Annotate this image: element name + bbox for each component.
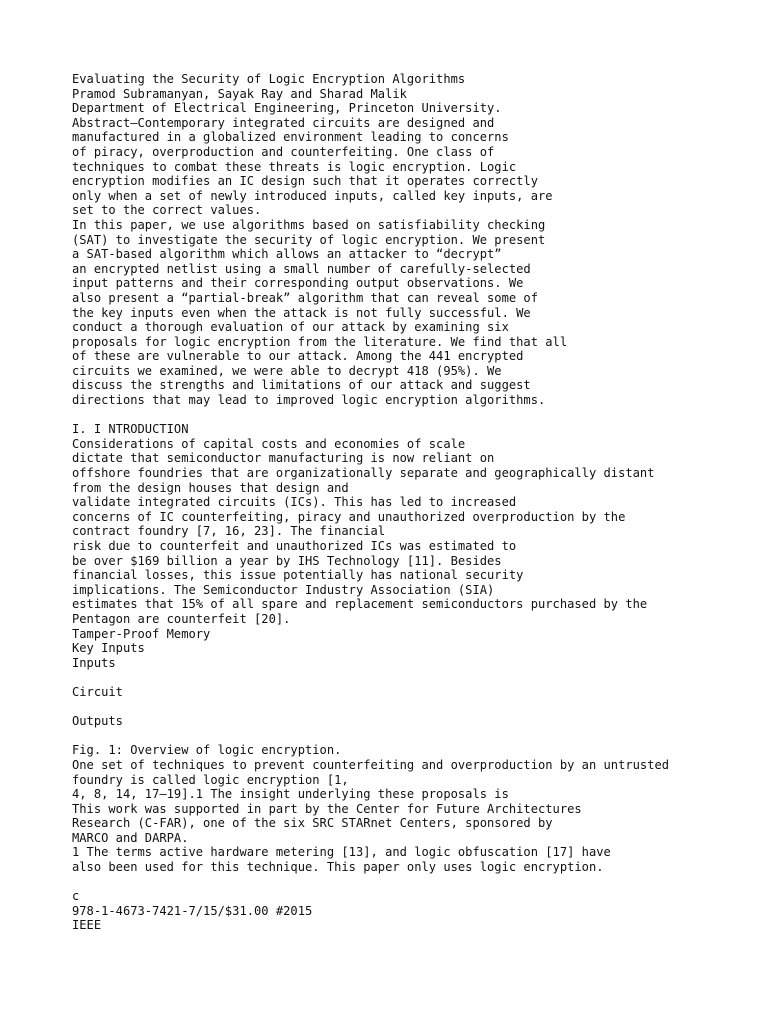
abstract-line: proposals for logic encryption from the literature. We find that all bbox=[72, 334, 568, 349]
abstract-line: discuss the strengths and limitations of our attack and suggest bbox=[72, 378, 531, 393]
body-line: risk due to counterfeit and unauthorized ICs was estimated to bbox=[72, 539, 517, 553]
body-line: foundry is called logic encryption [1, bbox=[72, 772, 349, 787]
abstract-line: the key inputs even when the attack is not fully successful. We bbox=[72, 305, 531, 320]
body-line: be over $169 billion a year by IHS Technology [11]. Besides bbox=[72, 553, 502, 568]
body-line: from the design houses that design and bbox=[72, 480, 349, 495]
abstract-line: Abstract—Contemporary integrated circuits are designed and bbox=[72, 115, 495, 130]
blank-line bbox=[72, 700, 732, 715]
figure-caption: Fig. 1: Overview of logic encryption. bbox=[72, 743, 342, 758]
blank-line bbox=[72, 408, 732, 423]
blank-line bbox=[72, 875, 732, 890]
copyright-isbn: 978-1-4673-7421-7/15/$31.00 #2015 bbox=[72, 903, 313, 918]
footnote-line: This work was supported in part by the Center for Future Architectures bbox=[72, 801, 582, 816]
blank-line bbox=[72, 729, 732, 744]
body-line: concerns of IC counterfeiting, piracy and unauthorized overproduction by the bbox=[72, 509, 626, 524]
figure-label-key-inputs: Key Inputs bbox=[72, 641, 145, 656]
body-line: Pentagon are counterfeit [20]. bbox=[72, 611, 291, 626]
document-page bbox=[72, 72, 732, 933]
body-line: validate integrated circuits (ICs). This has led to increased bbox=[72, 495, 517, 510]
body-line: contract foundry [7, 16, 23]. The financial bbox=[72, 524, 386, 539]
abstract-line: also present a “partial-break” algorithm that can reveal some of bbox=[72, 290, 538, 305]
body-line: financial losses, this issue potentially has national security bbox=[72, 568, 524, 583]
abstract-line: circuits we examined, we were able to decrypt 418 (95%). We bbox=[72, 363, 502, 378]
body-line: offshore foundries that are organizationally separate and geographically distant bbox=[72, 466, 655, 481]
paper-authors: Pramod Subramanyan, Sayak Ray and Sharad Malik bbox=[72, 86, 407, 101]
abstract-line: manufactured in a globalized environment leading to concerns bbox=[72, 130, 509, 145]
footnote-line: 1 The terms active hardware metering [13], and logic obfuscation [17] have bbox=[72, 845, 611, 860]
body-line: dictate that semiconductor manufacturing is now reliant on bbox=[72, 451, 495, 466]
body-line: Considerations of capital costs and economies of scale bbox=[72, 436, 466, 451]
footnote-line: also been used for this technique. This paper only uses logic encryption. bbox=[72, 860, 604, 875]
body-line: 4, 8, 14, 17–19].1 The insight underlying these proposals is bbox=[72, 787, 509, 802]
abstract-line: of piracy, overproduction and counterfeiting. One class of bbox=[72, 144, 495, 159]
paper-title: Evaluating the Security of Logic Encryption Algorithms bbox=[72, 72, 466, 86]
copyright-publisher: IEEE bbox=[72, 918, 102, 933]
abstract-line: an encrypted netlist using a small number of carefully-selected bbox=[72, 261, 531, 276]
section-heading: I. I NTRODUCTION bbox=[72, 422, 189, 437]
copyright-symbol: c bbox=[72, 889, 80, 904]
footnote-line: Research (C-FAR), one of the six SRC STARnet Centers, sponsored by bbox=[72, 816, 553, 831]
abstract-line: input patterns and their corresponding output observations. We bbox=[72, 276, 524, 291]
paper-affiliation: Department of Electrical Engineering, Princeton University. bbox=[72, 101, 502, 116]
abstract-line: techniques to combat these threats is logic encryption. Logic bbox=[72, 159, 517, 174]
figure-label-outputs: Outputs bbox=[72, 714, 123, 729]
abstract-line: directions that may lead to improved logic encryption algorithms. bbox=[72, 393, 546, 408]
figure-label-inputs: Inputs bbox=[72, 655, 116, 670]
figure-label-tamper-proof-memory: Tamper-Proof Memory bbox=[72, 626, 211, 641]
blank-line bbox=[72, 670, 732, 685]
abstract-line: set to the correct values. bbox=[72, 203, 262, 218]
abstract-line: a SAT-based algorithm which allows an attacker to “decrypt” bbox=[72, 247, 502, 262]
abstract-line: In this paper, we use algorithms based on satisfiability checking bbox=[72, 217, 546, 232]
body-line: One set of techniques to prevent counterfeiting and overproduction by an untrusted bbox=[72, 757, 670, 772]
abstract-line: of these are vulnerable to our attack. Among the 441 encrypted bbox=[72, 349, 524, 364]
footnote-line: MARCO and DARPA. bbox=[72, 830, 189, 845]
abstract-line: encryption modifies an IC design such that it operates correctly bbox=[72, 174, 538, 189]
figure-label-circuit: Circuit bbox=[72, 684, 123, 699]
abstract-line: (SAT) to investigate the security of logic encryption. We present bbox=[72, 232, 546, 247]
abstract-line: only when a set of newly introduced inputs, called key inputs, are bbox=[72, 188, 553, 203]
body-line: estimates that 15% of all spare and replacement semiconductors purchased by the bbox=[72, 597, 648, 612]
abstract-line: conduct a thorough evaluation of our attack by examining six bbox=[72, 320, 509, 335]
body-line: implications. The Semiconductor Industry Association (SIA) bbox=[72, 582, 495, 597]
